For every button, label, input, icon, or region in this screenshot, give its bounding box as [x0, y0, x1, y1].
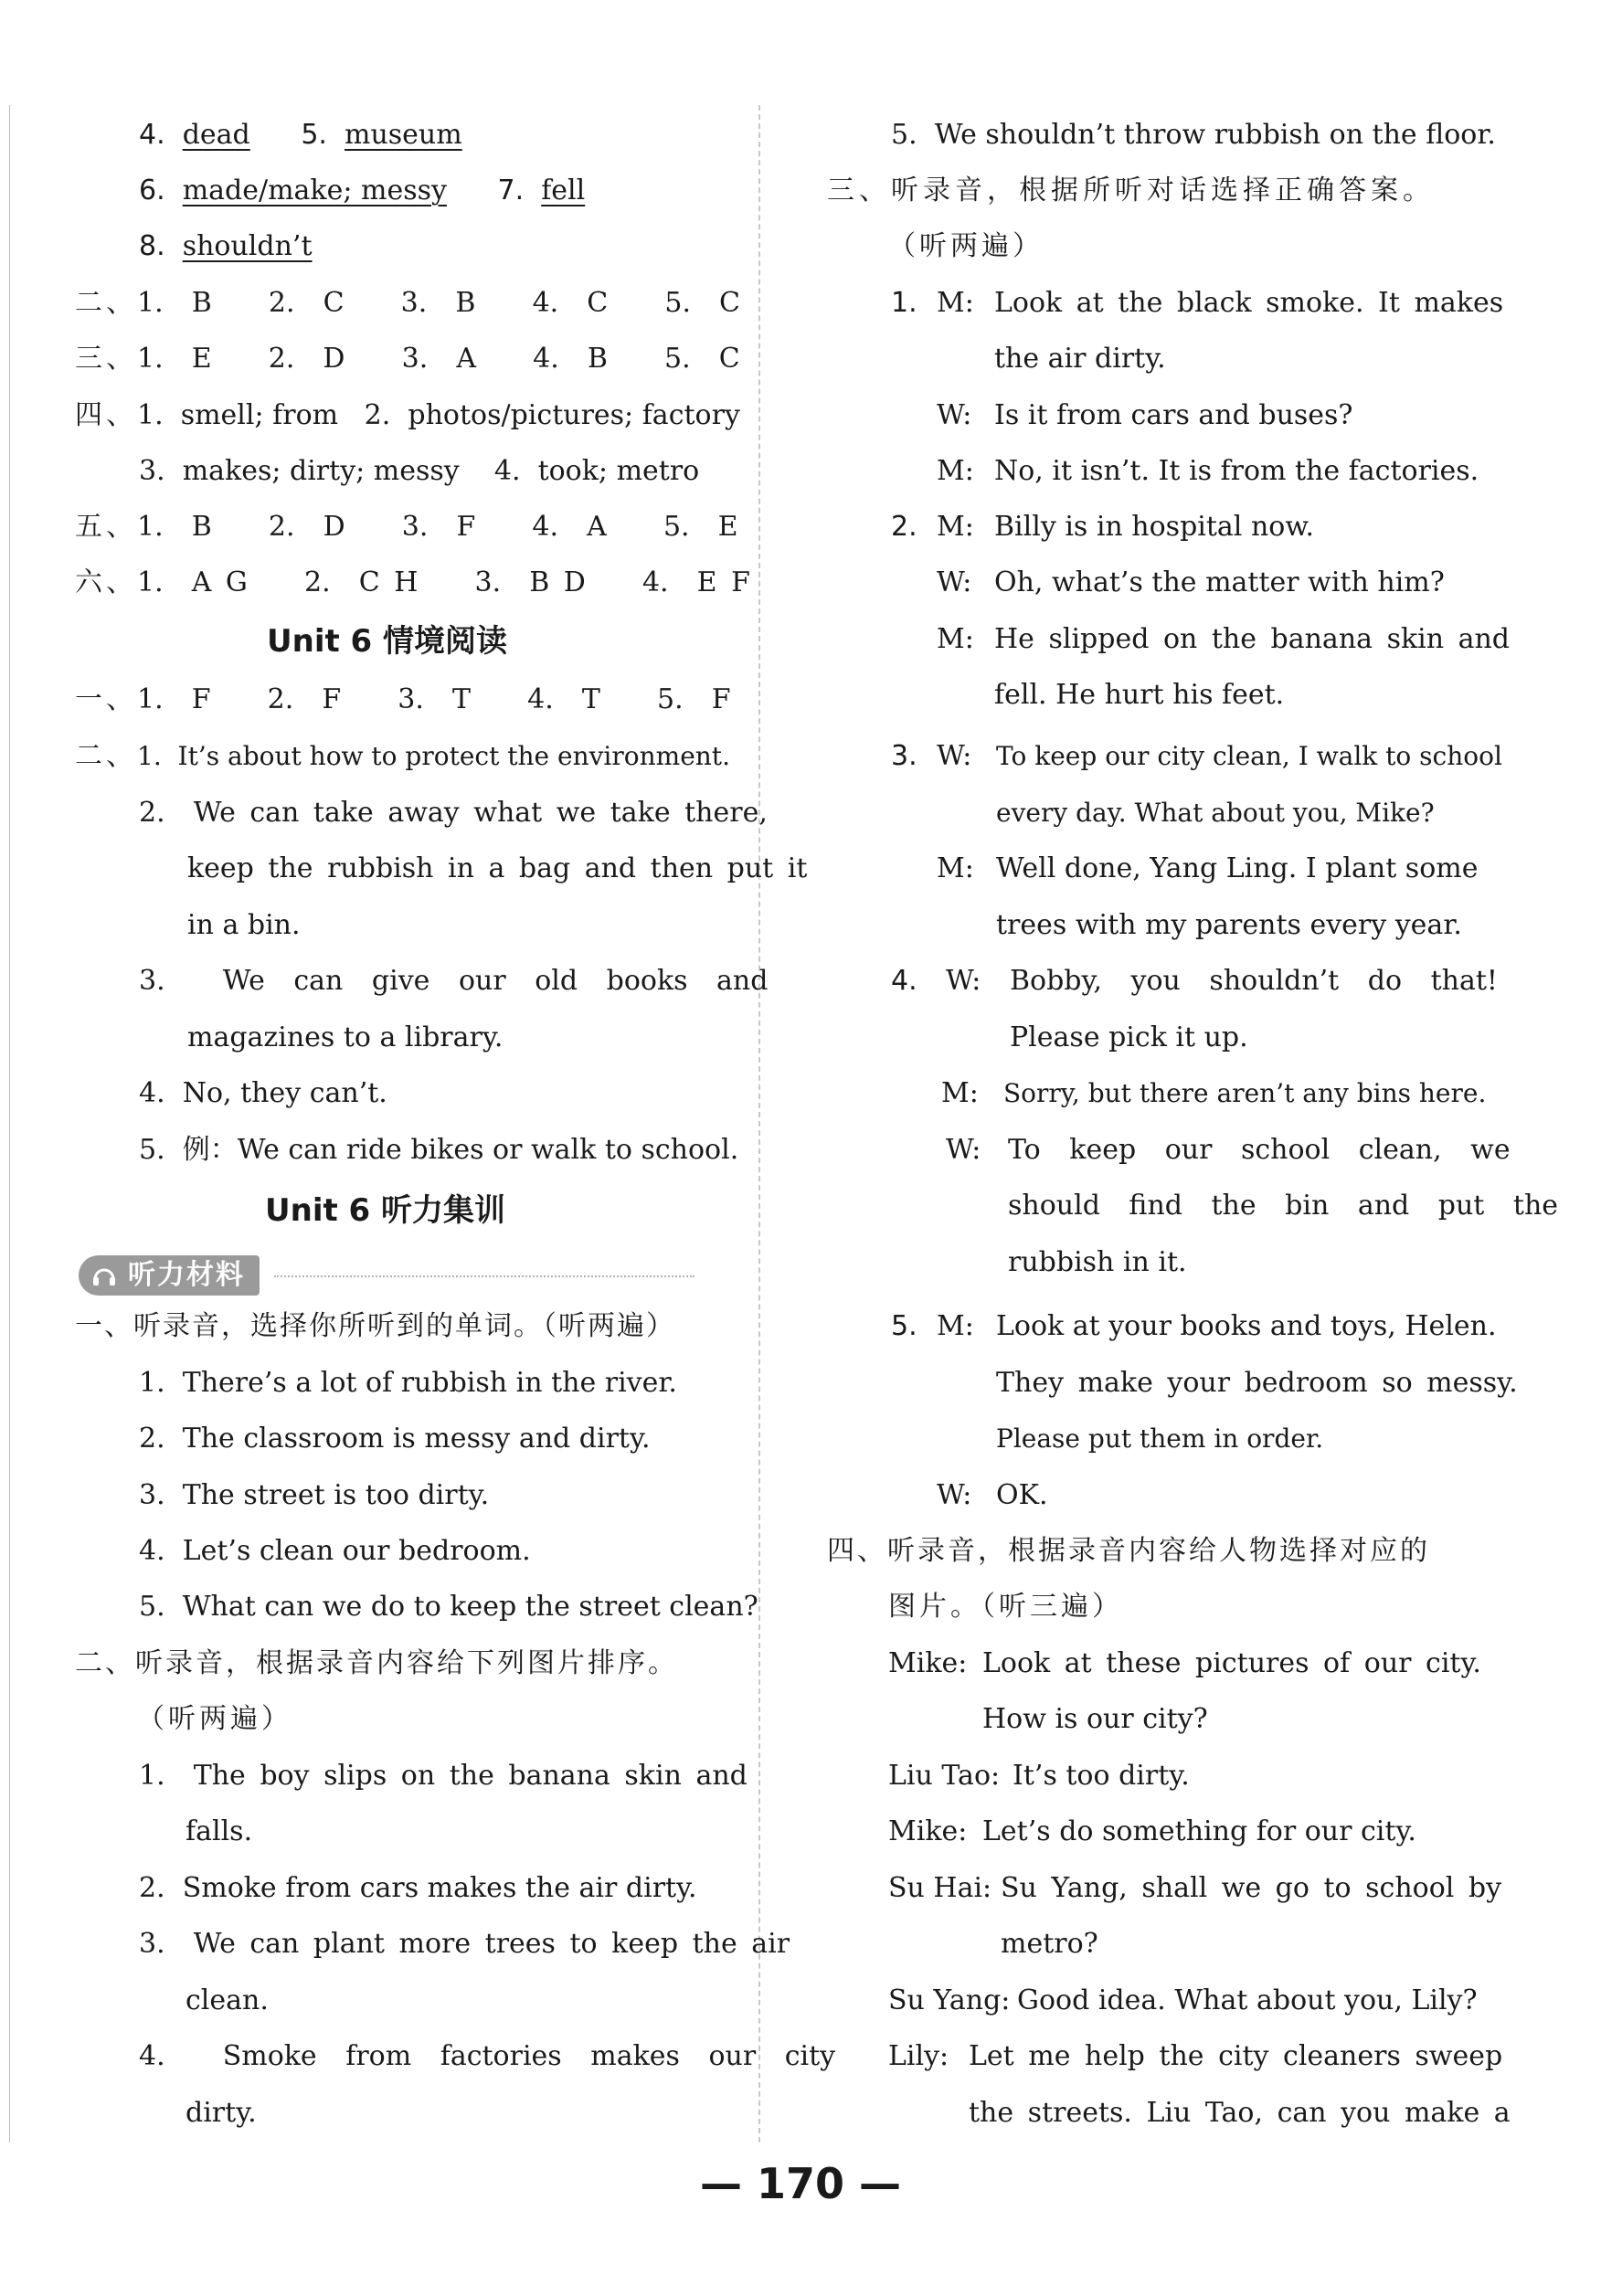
list-item: 5. We shouldn’t throw rubbish on the floor.	[891, 119, 1496, 151]
answer-line	[75, 738, 730, 775]
answer-line: 5. 例：We can ride bikes or walk to school.	[139, 1134, 739, 1166]
answer-line	[75, 341, 740, 377]
section-label: 五、	[75, 511, 137, 543]
section-label: 三、	[75, 343, 137, 375]
dialogue-text: Oh, what’s the matter with him?	[994, 566, 1445, 598]
section-heading: Unit 6 听力集训	[265, 1192, 506, 1229]
dialogue-text: Please pick it up.	[1010, 1021, 1248, 1053]
speaker-label: W:	[937, 1479, 972, 1511]
speaker-label: Mike:	[888, 1647, 968, 1679]
answer-line: magazines to a library.	[187, 1021, 504, 1053]
dialogue-text: Is it from cars and buses?	[994, 399, 1353, 431]
section-label: 二、	[75, 287, 137, 319]
question-title: 三、听录音，根据所听对话选择正确答案。	[827, 175, 1435, 206]
dialogue-text: metro?	[1001, 1928, 1098, 1960]
speaker-label: M:	[937, 852, 974, 884]
dialogue-text: No, it isn’t. It is from the factories.	[994, 455, 1479, 487]
answer-text: shouldn’t	[182, 230, 313, 262]
column-divider	[758, 105, 760, 2143]
answer-text: 1. F 2. F 3. T 4. T 5. F	[137, 683, 731, 715]
dialogue-text: They make your bedroom so messy.	[996, 1367, 1518, 1399]
section-heading: Unit 6 情境阅读	[267, 623, 508, 660]
speaker-label: M:	[937, 623, 974, 655]
answer-text: fell	[541, 175, 586, 206]
answer-line	[75, 565, 750, 601]
list-item: 4. Smoke from factories makes our city	[139, 2040, 836, 2072]
answer-text: 1. It’s about how to protect the environment.	[137, 741, 730, 771]
answer-text: 1. B 2. C 3. B 4. C 5. C	[137, 287, 741, 319]
dialogue-text: Look at the black smoke. It makes	[994, 287, 1504, 319]
answer-line: 2. We can take away what we take there,	[139, 797, 768, 829]
tag-dotted-rule	[274, 1275, 694, 1277]
dialogue-text: It’s too dirty.	[1013, 1760, 1190, 1792]
answer-line	[139, 173, 585, 209]
dialogue-text: Look at these pictures of our city.	[982, 1647, 1481, 1679]
dialogue-text: rubbish in it.	[1008, 1246, 1187, 1278]
speaker-label: W:	[946, 965, 981, 997]
question-title: 一、听录音，选择你所听到的单词。（听两遍）	[75, 1310, 675, 1342]
speaker-label: M:	[937, 455, 974, 487]
speaker-label: M:	[937, 511, 974, 543]
answer-text: 1. smell; from 2. photos/pictures; factory	[137, 399, 740, 431]
list-item: 4. Let’s clean our bedroom.	[139, 1535, 531, 1567]
question-title: 图片。（听三遍）	[888, 1591, 1123, 1623]
listening-material-tag	[79, 1255, 260, 1296]
dialogue-text: Su Yang, shall we go to school by	[1001, 1872, 1502, 1904]
answer-line	[139, 117, 462, 153]
speaker-label: Mike:	[888, 1815, 968, 1847]
speaker-label: Su Yang:	[888, 1984, 1011, 2016]
dialogue-text: Look at your books and toys, Helen.	[996, 1310, 1497, 1342]
dialogue-text: Good idea. What about you, Lily?	[1017, 1984, 1478, 2016]
speaker-label: M:	[937, 287, 974, 319]
list-item: 1. The boy slips on the banana skin and	[139, 1760, 747, 1792]
dialogue-text: the streets. Liu Tao, can you make a	[969, 2097, 1511, 2129]
item-number: 6.	[139, 175, 165, 206]
dialogue-text: To keep our school clean, we	[1008, 1134, 1511, 1166]
dialogue-text: Let me help the city cleaners sweep	[969, 2040, 1503, 2072]
answer-line: keep the rubbish in a bag and then put it	[187, 852, 808, 884]
list-item: 2. The classroom is messy and dirty.	[139, 1423, 651, 1455]
speaker-label: W:	[937, 566, 972, 598]
answer-text: 1. A G 2. C H 3. B D 4. E F	[137, 566, 750, 598]
list-item: clean.	[186, 1984, 269, 2016]
dialogue-text: Billy is in hospital now.	[994, 511, 1314, 543]
dialogue-text: OK.	[996, 1479, 1048, 1511]
section-label: 二、	[75, 740, 137, 772]
dialogue-text: He slipped on the banana skin and	[994, 623, 1511, 655]
list-item: 5. What can we do to keep the street clean?	[139, 1591, 758, 1623]
item-number: 4.	[139, 119, 165, 151]
dialogue-text: trees with my parents every year.	[996, 909, 1462, 941]
list-item: 2. Smoke from cars makes the air dirty.	[139, 1872, 697, 1904]
item-number: 7.	[497, 175, 525, 206]
dialogue-text: How is our city?	[982, 1703, 1208, 1735]
speaker-label: Liu Tao:	[888, 1760, 1001, 1792]
dialogue-text: Sorry, but there aren’t any bins here.	[1003, 1078, 1487, 1108]
answer-line	[139, 453, 699, 490]
question-title: 二、听录音，根据录音内容给下列图片排序。	[75, 1647, 678, 1679]
answer-text: 3. makes; dirty; messy 4. took; metro	[139, 455, 700, 487]
speaker-label: Lily:	[888, 2040, 949, 2072]
dialogue-text: To keep our city clean, I walk to school	[996, 741, 1502, 771]
answer-line	[75, 397, 740, 434]
answer-text: dead	[182, 119, 250, 151]
answer-line	[75, 682, 731, 718]
answer-text: 1. E 2. D 3. A 4. B 5. C	[137, 343, 740, 375]
list-item: 3. The street is too dirty.	[139, 1479, 490, 1511]
section-label: 一、	[75, 683, 137, 715]
section-label: 六、	[75, 566, 137, 598]
section-label: 四、	[75, 399, 137, 431]
speaker-label: W:	[946, 1134, 981, 1166]
dialogue-text: Let’s do something for our city.	[982, 1815, 1416, 1847]
dialogue-text: Bobby, you shouldn’t do that!	[1010, 965, 1498, 997]
list-item: 1. There’s a lot of rubbish in the river.	[139, 1367, 677, 1399]
item-number: 5.	[891, 1310, 917, 1342]
speaker-label: W:	[937, 399, 972, 431]
speaker-label: W:	[937, 740, 972, 772]
answer-text: museum	[345, 119, 462, 151]
headphones-icon	[91, 1263, 117, 1288]
item-number: 3.	[891, 740, 917, 772]
answer-line	[75, 509, 738, 545]
dialogue-text: Well done, Yang Ling. I plant some	[996, 852, 1479, 884]
answer-line: 4. No, they can’t.	[139, 1077, 387, 1109]
list-item: 3. We can plant more trees to keep the air	[139, 1928, 790, 1960]
answer-text: made/make; messy	[182, 175, 447, 206]
answer-line	[75, 285, 740, 322]
item-number: 8.	[139, 230, 165, 262]
item-number: 2.	[891, 511, 917, 543]
dialogue-text: fell. He hurt his feet.	[994, 679, 1285, 711]
answer-line	[139, 228, 313, 265]
answer-line: in a bin.	[187, 909, 301, 941]
list-item: falls.	[186, 1815, 253, 1847]
dialogue-text: Please put them in order.	[996, 1423, 1324, 1454]
answer-text: 1. B 2. D 3. F 4. A 5. E	[137, 511, 738, 543]
answer-line: 3. We can give our old books and	[139, 965, 769, 997]
question-title: 四、听录音，根据录音内容给人物选择对应的	[827, 1535, 1430, 1567]
question-title: （听两遍）	[888, 230, 1044, 262]
page-edge-line	[9, 105, 10, 2143]
page-number: — 170 —	[699, 2159, 902, 2208]
question-title: （听两遍）	[137, 1703, 292, 1735]
dialogue-text: should find the bin and put the	[1008, 1190, 1559, 1222]
speaker-label: M:	[937, 1310, 974, 1342]
speaker-label: Su Hai:	[888, 1872, 992, 1904]
dialogue-text: every day. What about you, Mike?	[996, 798, 1435, 828]
item-number: 4.	[891, 965, 917, 997]
list-item: dirty.	[186, 2097, 257, 2129]
dialogue-text: the air dirty.	[994, 343, 1166, 375]
speaker-label: M:	[941, 1077, 979, 1109]
item-number: 1.	[891, 287, 917, 319]
tag-label: 听力材料	[128, 1259, 245, 1291]
item-number: 5.	[301, 119, 327, 151]
